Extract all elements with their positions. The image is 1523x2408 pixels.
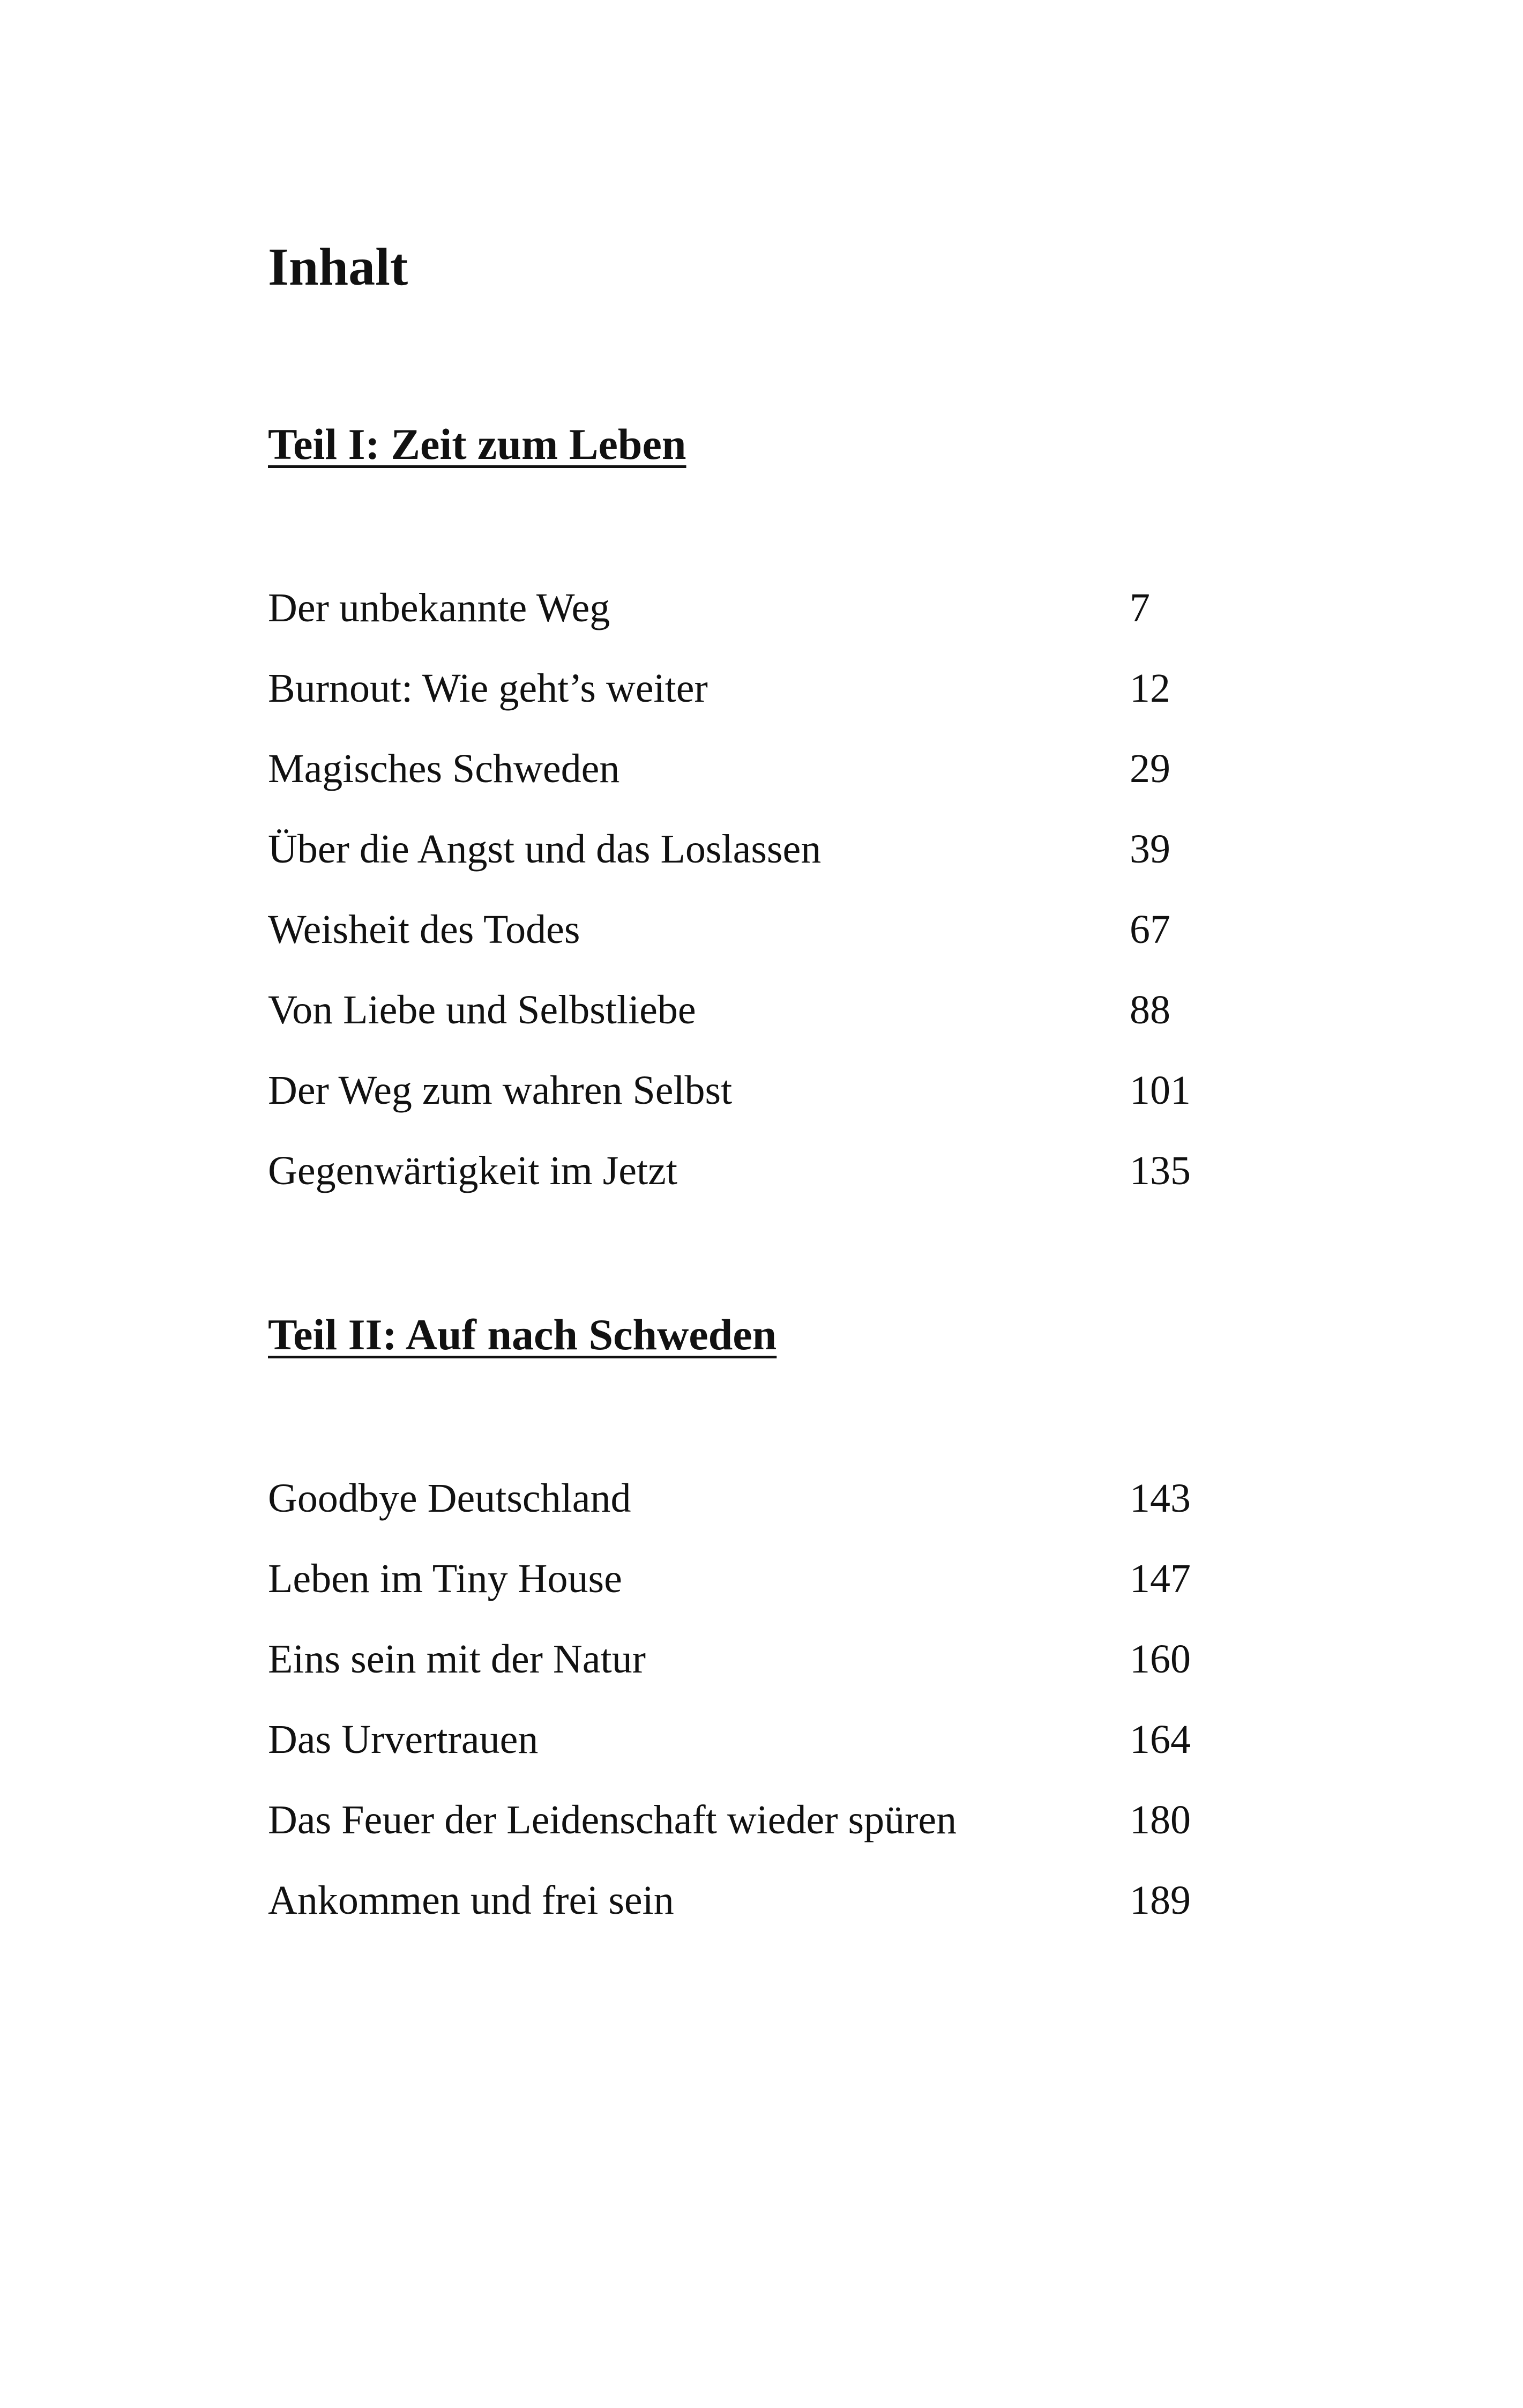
toc-entry-page: 164 — [1130, 1717, 1191, 1762]
toc-entry-title: Gegenwärtigkeit im Jetzt — [268, 1148, 677, 1193]
toc-entry-title: Der Weg zum wahren Selbst — [268, 1068, 733, 1113]
toc-entry-title: Der unbekannte Weg — [268, 585, 610, 630]
toc-entry — [268, 909, 1233, 990]
toc-entry-page: 180 — [1130, 1797, 1191, 1842]
toc-entry-page: 29 — [1130, 746, 1170, 791]
toc-list-part-1 — [268, 585, 1233, 1231]
toc-entry-page: 39 — [1130, 827, 1170, 872]
toc-entry — [268, 987, 1233, 1070]
toc-entry — [268, 1880, 1233, 1960]
toc-entry-title: Ankommen und frei sein — [268, 1878, 674, 1923]
toc-entry-page: 147 — [1130, 1556, 1191, 1601]
toc-entry — [268, 829, 1233, 909]
toc-entry-page: 67 — [1130, 907, 1170, 952]
toc-entry-page: 189 — [1130, 1878, 1191, 1923]
toc-entry-page: 88 — [1130, 987, 1170, 1032]
toc-entry — [268, 585, 1233, 668]
toc-entry-page: 101 — [1130, 1068, 1191, 1113]
part-heading-1: Teil I: Zeit zum Leben — [268, 420, 686, 469]
toc-entry — [268, 1558, 1233, 1639]
toc-entry-title: Das Urvertrauen — [268, 1717, 539, 1762]
toc-entry-page: 160 — [1130, 1637, 1191, 1682]
toc-entry — [268, 1070, 1233, 1150]
toc-entry — [268, 1719, 1233, 1800]
toc-entry-page: 143 — [1130, 1476, 1191, 1521]
toc-entry-page: 7 — [1130, 585, 1150, 630]
toc-entry — [268, 1797, 1233, 1880]
toc-entry-title: Leben im Tiny House — [268, 1556, 622, 1601]
toc-entry-title: Über die Angst und das Loslassen — [268, 827, 822, 872]
part-heading-2: Teil II: Auf nach Schweden — [268, 1310, 777, 1359]
toc-entry — [268, 1478, 1233, 1558]
toc-list-part-2 — [268, 1478, 1233, 1960]
toc-entry-title: Das Feuer der Leidenschaft wieder spüren — [268, 1797, 957, 1842]
toc-entry — [268, 748, 1233, 829]
toc-entry-title: Eins sein mit der Natur — [268, 1637, 646, 1682]
toc-entry — [268, 1150, 1233, 1231]
toc-entry — [268, 668, 1233, 748]
toc-entry-title: Magisches Schweden — [268, 746, 620, 791]
toc-entry-title: Goodbye Deutschland — [268, 1476, 631, 1521]
toc-entry-page: 135 — [1130, 1148, 1191, 1193]
toc-entry-title: Von Liebe und Selbstliebe — [268, 987, 696, 1032]
toc-entry-page: 12 — [1130, 666, 1170, 711]
toc-entry — [268, 1639, 1233, 1719]
toc-entry-title: Weisheit des Todes — [268, 907, 580, 952]
page-title: Inhalt — [268, 237, 408, 296]
toc-entry-title: Burnout: Wie geht’s weiter — [268, 666, 708, 711]
